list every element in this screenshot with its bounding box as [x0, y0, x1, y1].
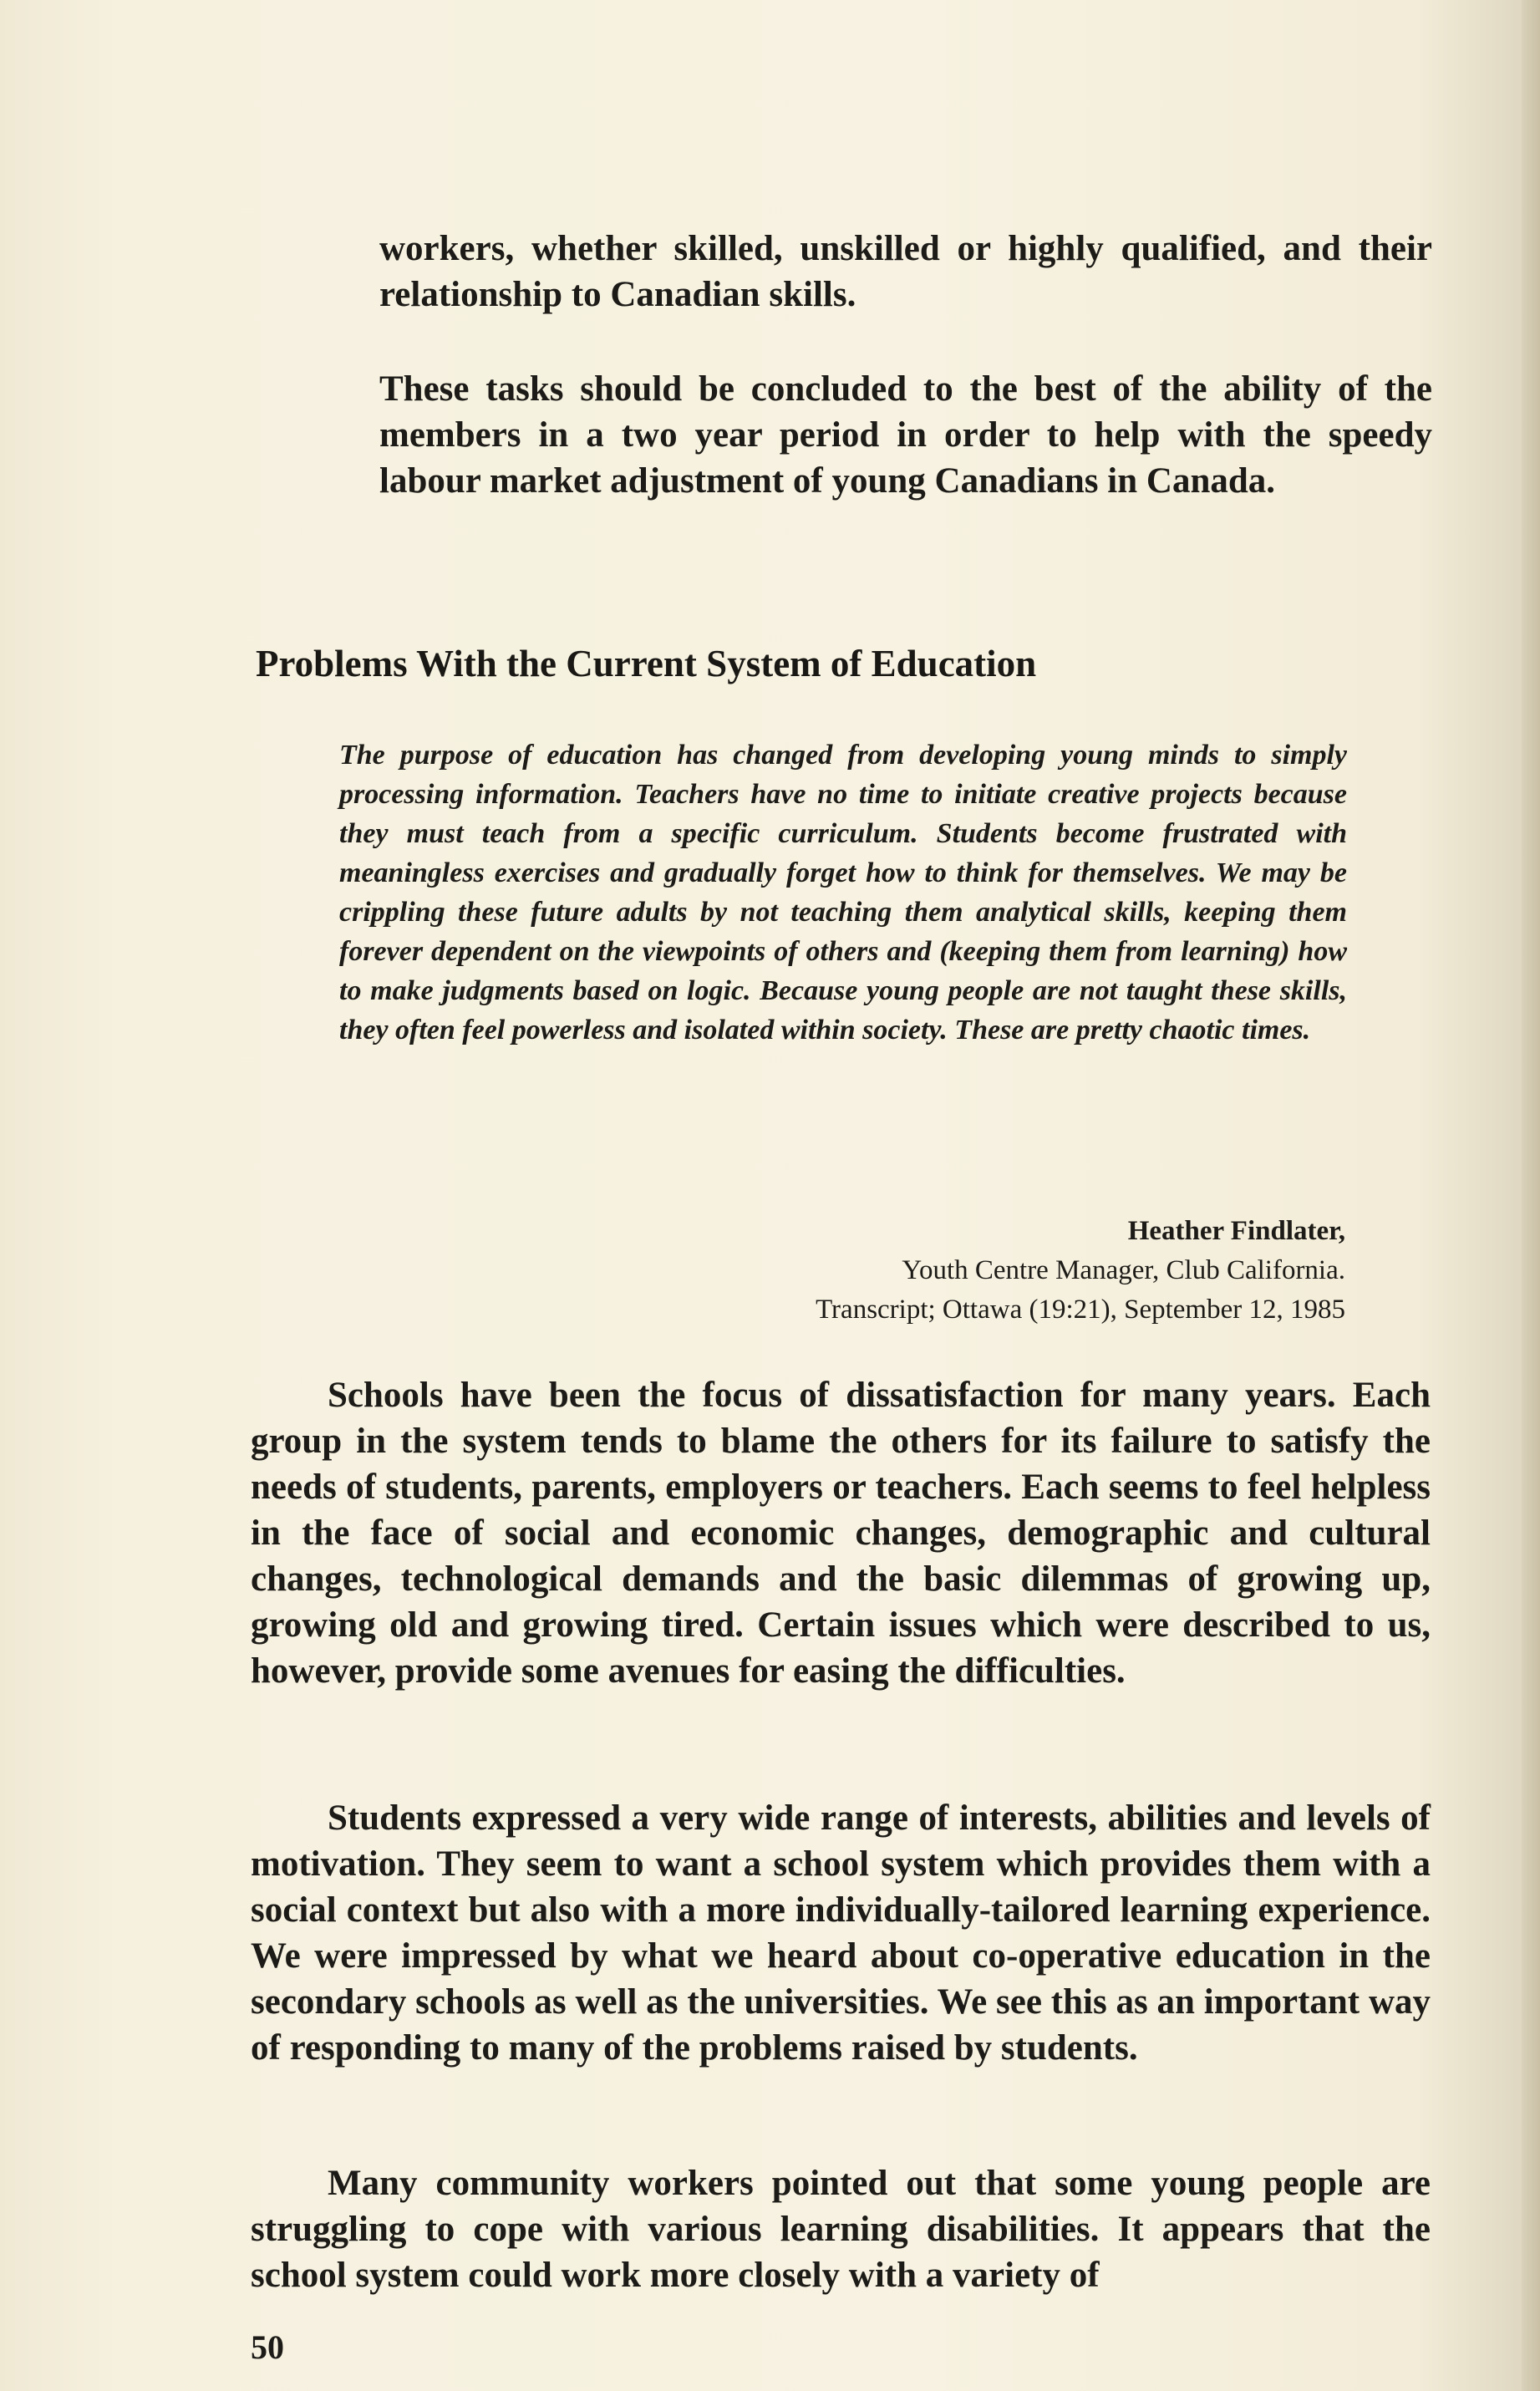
- block-quote: The purpose of education has changed from developing young minds to simply processing information. Teachers have no time to initiate creative projects because they must teach from a specific curriculum. Students become frustrated with meaningless exercises and gradually forget how to think for themselves. We may be crippling these future adults by not teaching them analytical skills, keeping them forever dependent on the viewpoints of others and (keeping them from learning) how to make judgments based on logic. Because young people are not taught these skills, they often feel powerless and isolated within society. These are pretty chaotic times.: [339, 740, 1347, 1045]
- body-paragraph-2: Students expressed a very wide range of interests, abilities and levels of motivation. They seem to want a school system which provides them with a social context but also with a more individually-tailored learning experience. We were impressed by what we heard about co-operative education in the secondary schools as well as the universities. We see this as an important way of responding to many of the problems raised by students.: [251, 1798, 1431, 2068]
- section-heading: Problems With the Current System of Education: [256, 643, 1037, 684]
- intro-paragraph-1: workers, whether skilled, unskilled or highly qualified, and their relationship to Canadian skills.: [379, 229, 1432, 314]
- intro-paragraph-2: These tasks should be concluded to the best of the ability of the members in a two year period in order to help with the speedy labour market adjustment of young Canadians in Canada.: [379, 369, 1432, 501]
- attribution-name: Heather Findlater,: [1127, 1216, 1345, 1246]
- body-paragraph-1: Schools have been the focus of dissatisfaction for many years. Each group in the system tends to blame the others for its failure to satisfy the needs of students, parents, employers or teachers. Each seems to feel helpless in the face of social and economic changes, demographic and cultural changes, technological demands and the basic dilemmas of growing up, growing old and growing tired. Certain issues which were described to us, however, provide some avenues for easing the difficulties.: [251, 1376, 1431, 1691]
- attribution-source: Transcript; Ottawa (19:21), September 12, 1985: [816, 1295, 1345, 1325]
- quote-attribution: [501, 1212, 1345, 1330]
- attribution-role: Youth Centre Manager, Club California.: [902, 1255, 1345, 1285]
- body-paragraph-3: Many community workers pointed out that some young people are struggling to cope with various learning disabilities. It appears that the school system could work more closely with a variety of: [251, 2164, 1431, 2295]
- page-edge-shadow: [1522, 0, 1540, 2391]
- page-number: 50: [251, 2328, 284, 2366]
